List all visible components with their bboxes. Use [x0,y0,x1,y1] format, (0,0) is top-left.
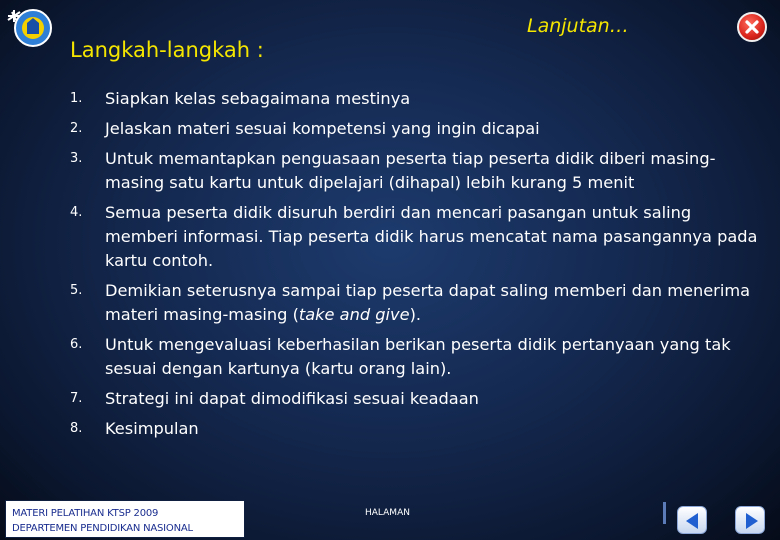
step-text-before: Demikian seterusnya sampai tiap peserta dapat saling memberi dan menerima materi masing-masing ( [105,281,751,324]
step-number: 3. [70,151,83,166]
next-slide-button[interactable] [735,506,765,534]
step-text: Kesimpulan [105,419,199,438]
step-text-italic: take and give [298,305,410,324]
step-text: Strategi ini dapat dimodifikasi sesuai keadaan [105,389,479,408]
step-text: Siapkan kelas sebagaimana mestinya [105,89,411,108]
ministry-emblem-icon [6,6,52,50]
arrow-right-icon [739,509,763,533]
step-number: 5. [70,283,83,298]
step-number: 1. [70,91,83,106]
close-icon [744,19,760,35]
footer-credit-box [5,500,245,538]
nav-divider [663,502,666,524]
list-item [70,417,760,441]
step-text-after: ). [409,305,422,324]
step-text: Semua peserta didik disuruh berdiri dan mencari pasangan untuk saling memberi informasi. Tiap peserta didik harus mencatat nama pasangannya pada kartu contoh. [105,203,758,270]
steps-list [70,87,760,447]
slide-title: Langkah-langkah : [70,38,264,62]
step-number: 4. [70,205,83,220]
step-number: 2. [70,121,83,136]
arrow-left-icon [681,509,705,533]
step-number: 6. [70,337,83,352]
step-text: Untuk memantapkan penguasaan peserta tiap peserta didik diberi masing-masing satu kartu untuk dipelajari (dihapal) lebih kurang 5 menit [105,149,716,192]
step-number: 8. [70,421,83,436]
list-item [70,387,760,411]
previous-slide-button[interactable] [677,506,707,534]
list-item [70,87,760,111]
page-label: HALAMAN [365,508,410,518]
list-item [70,201,760,273]
list-item [70,147,760,195]
step-text: Untuk mengevaluasi keberhasilan berikan peserta didik pertanyaan yang tak sesuai dengan kartunya (kartu orang lain). [105,335,731,378]
close-button[interactable] [737,12,767,42]
footer-line-1: MATERI PELATIHAN KTSP 2009 [12,508,159,519]
list-item [70,333,760,381]
step-number: 7. [70,391,83,406]
step-text: Jelaskan materi sesuai kompetensi yang ingin dicapai [105,119,540,138]
footer-line-2: DEPARTEMEN PENDIDIKAN NASIONAL [12,523,193,534]
list-item [70,117,760,141]
list-item [70,279,760,327]
slide-subtitle: Lanjutan… [527,15,629,37]
